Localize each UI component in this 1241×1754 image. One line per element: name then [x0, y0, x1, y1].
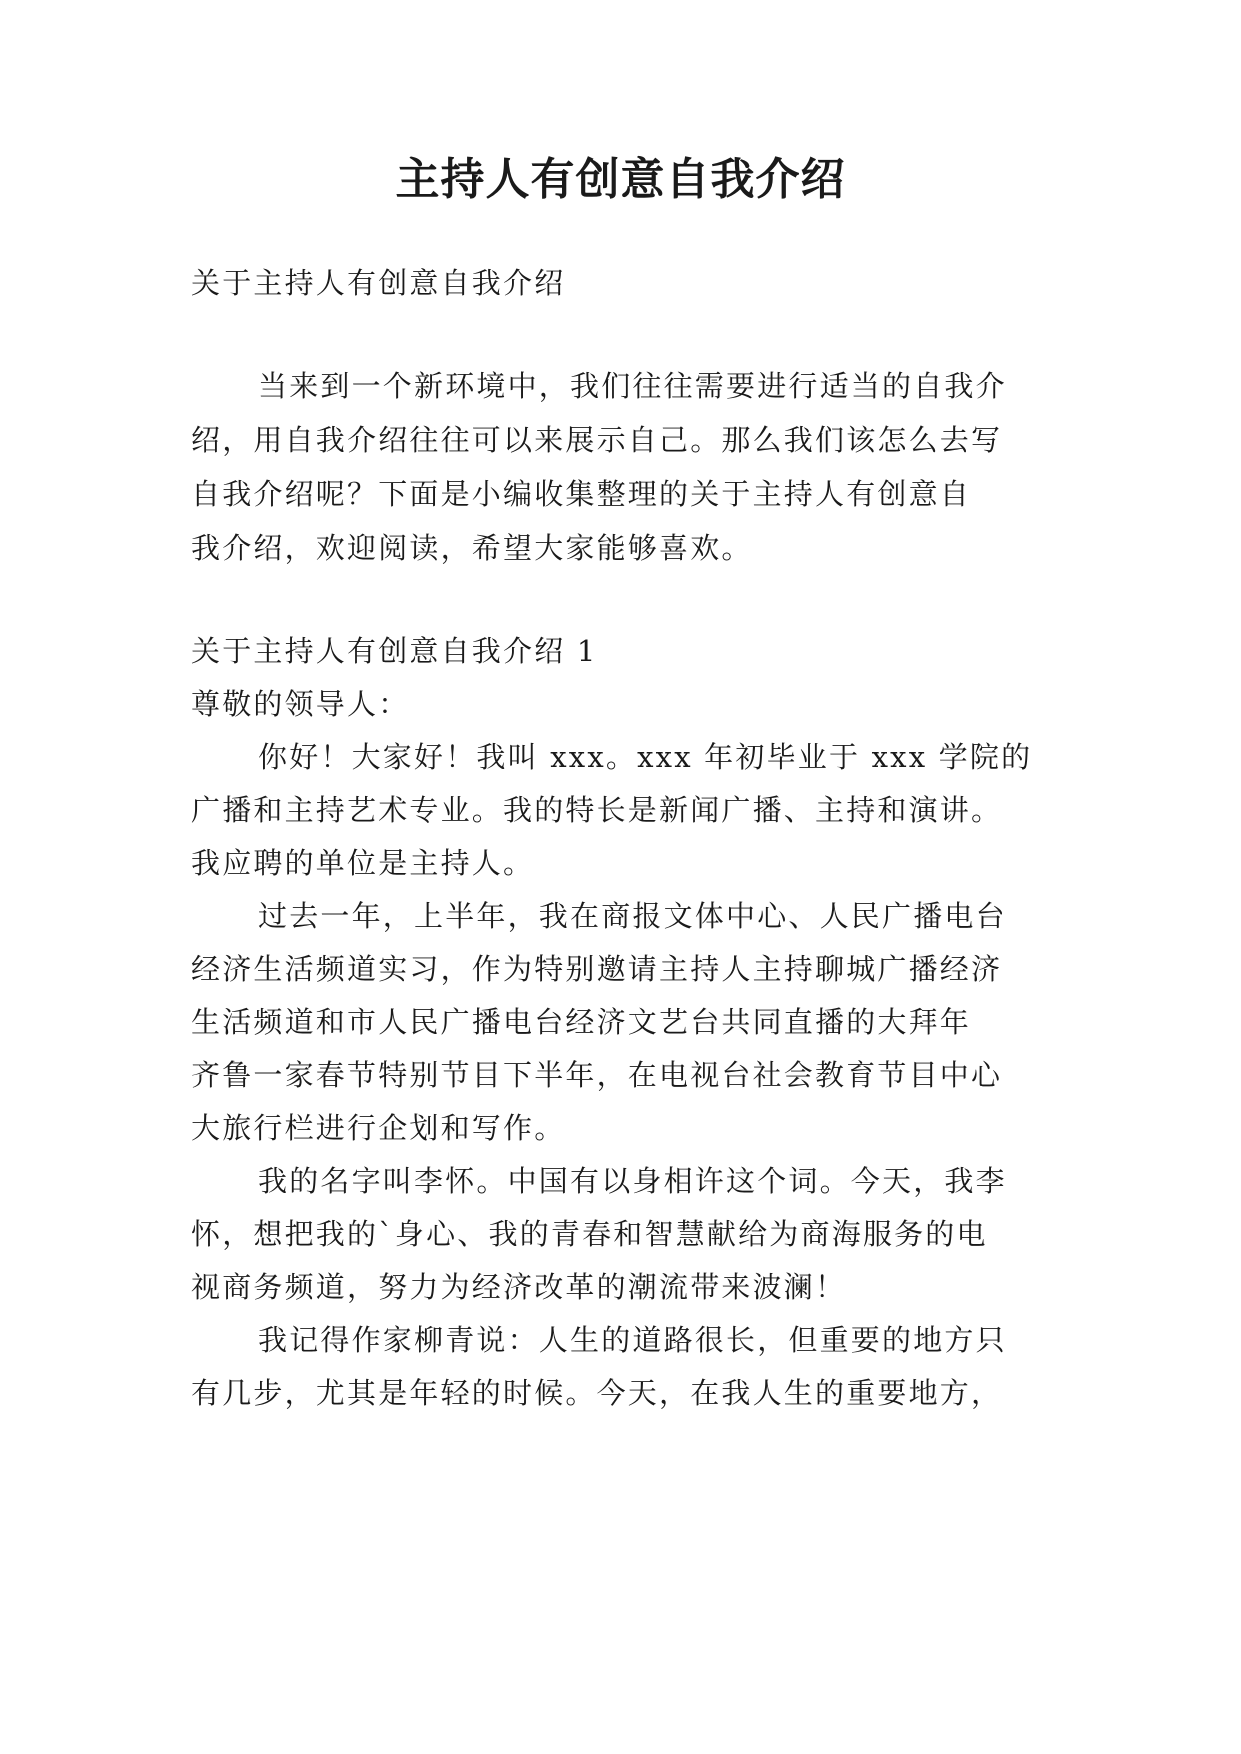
body-line: 怀，想把我的`身心、我的青春和智慧献给为商海服务的电	[191, 1217, 988, 1251]
body-line: 大旅行栏进行企划和写作。	[191, 1111, 566, 1145]
intro-line: 自我介绍呢？下面是小编收集整理的关于主持人有创意自	[191, 477, 972, 511]
intro-line: 我介绍，欢迎阅读，希望大家能够喜欢。	[191, 531, 753, 565]
body-line: 你好！大家好！我叫 xxx。xxx 年初毕业于 xxx 学院的	[258, 740, 1033, 774]
body-line: 我的名字叫李怀。中国有以身相许这个词。今天，我李	[258, 1164, 1007, 1198]
body-line: 过去一年，上半年，我在商报文体中心、人民广播电台	[258, 899, 1007, 933]
subtitle: 关于主持人有创意自我介绍	[191, 266, 566, 300]
intro-line: 当来到一个新环境中，我们往往需要进行适当的自我介	[258, 369, 1007, 403]
body-line: 经济生活频道实习，作为特别邀请主持人主持聊城广播经济	[191, 952, 1003, 986]
document-title: 主持人有创意自我介绍	[395, 154, 846, 205]
body-line: 齐鲁一家春节特别节目下半年，在电视台社会教育节目中心	[191, 1058, 1003, 1092]
body-line: 生活频道和市人民广播电台经济文艺台共同直播的大拜年	[191, 1005, 972, 1039]
body-line: 广播和主持艺术专业。我的特长是新闻广播、主持和演讲。	[191, 793, 1003, 827]
intro-line: 绍，用自我介绍往往可以来展示自己。那么我们该怎么去写	[191, 423, 1003, 457]
body-line: 我应聘的单位是主持人。	[191, 846, 535, 880]
body-line: 有几步，尤其是年轻的时候。今天，在我人生的重要地方，	[191, 1376, 1003, 1410]
salutation: 尊敬的领导人：	[191, 687, 410, 721]
body-line: 我记得作家柳青说：人生的道路很长，但重要的地方只	[258, 1323, 1007, 1357]
body-line: 视商务频道，努力为经济改革的潮流带来波澜！	[191, 1270, 847, 1304]
section-heading: 关于主持人有创意自我介绍 1	[191, 634, 598, 668]
